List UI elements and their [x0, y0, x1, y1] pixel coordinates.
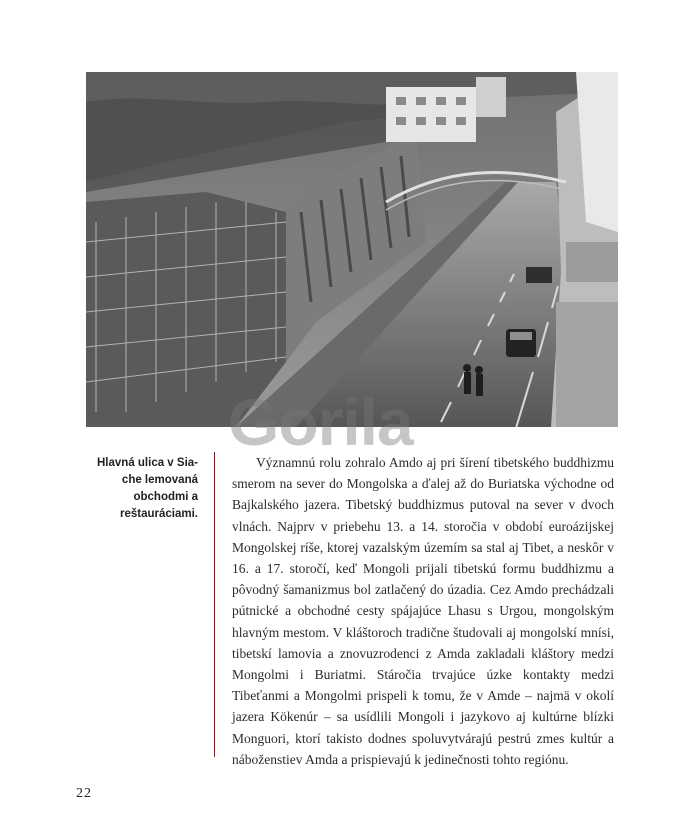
street-photo-illustration — [86, 72, 618, 427]
watermark: Gorila — [228, 385, 413, 459]
photo-caption: Hlavná ulica v Sia-che lemovaná obchodmi a reštauráciami. — [97, 457, 198, 520]
street-photo — [86, 72, 618, 427]
body-paragraph: Významnú rolu zohralo Amdo aj pri šírení tibetského buddhizmu smerom na sever do Mongolska a ďalej až do Buriatska východne od Bajkalského jazera. Tibetský buddhizmus putoval na sever v dvoch vlnách. Najprv v priebehu 13. a 14. storočia v období euroázijskej Mongolskej ríše, ktorej vazalským územím sa stal aj Tibet, a neskôr v 16. a 17. storočí, keď Mongoli prijali tibetskú formu buddhizmu a pôvodný šamanizmus bol zatlačený do úzadia. Cez Amdo prechádzali pútnické a obchodné cesty spájajúce Lhasu s Urgou, mongolským hlavným mestom. V kláštoroch tradične študovali aj mongolskí mnísi, tibetskí lamovia a znovuzrodenci z Amda zakladali kláštory medzi Mongolmi i Buriatmi. Stáročia trvajúce úzke kontakty medzi Tibeťanmi a Mongolmi prispeli k tomu, že v Amde – najmä v okolí jazera Kökenúr – sa usídlili Mongoli i jazykovo aj kultúrne blízki Monguori, ktorí takisto dodnes spoluvytvárajú pestrú zmes kultúr a náboženstiev Amda a prispievajú k jedinečnosti tohto regiónu. — [232, 455, 614, 767]
page-number: 22 — [76, 786, 92, 801]
caption-divider — [214, 452, 215, 757]
